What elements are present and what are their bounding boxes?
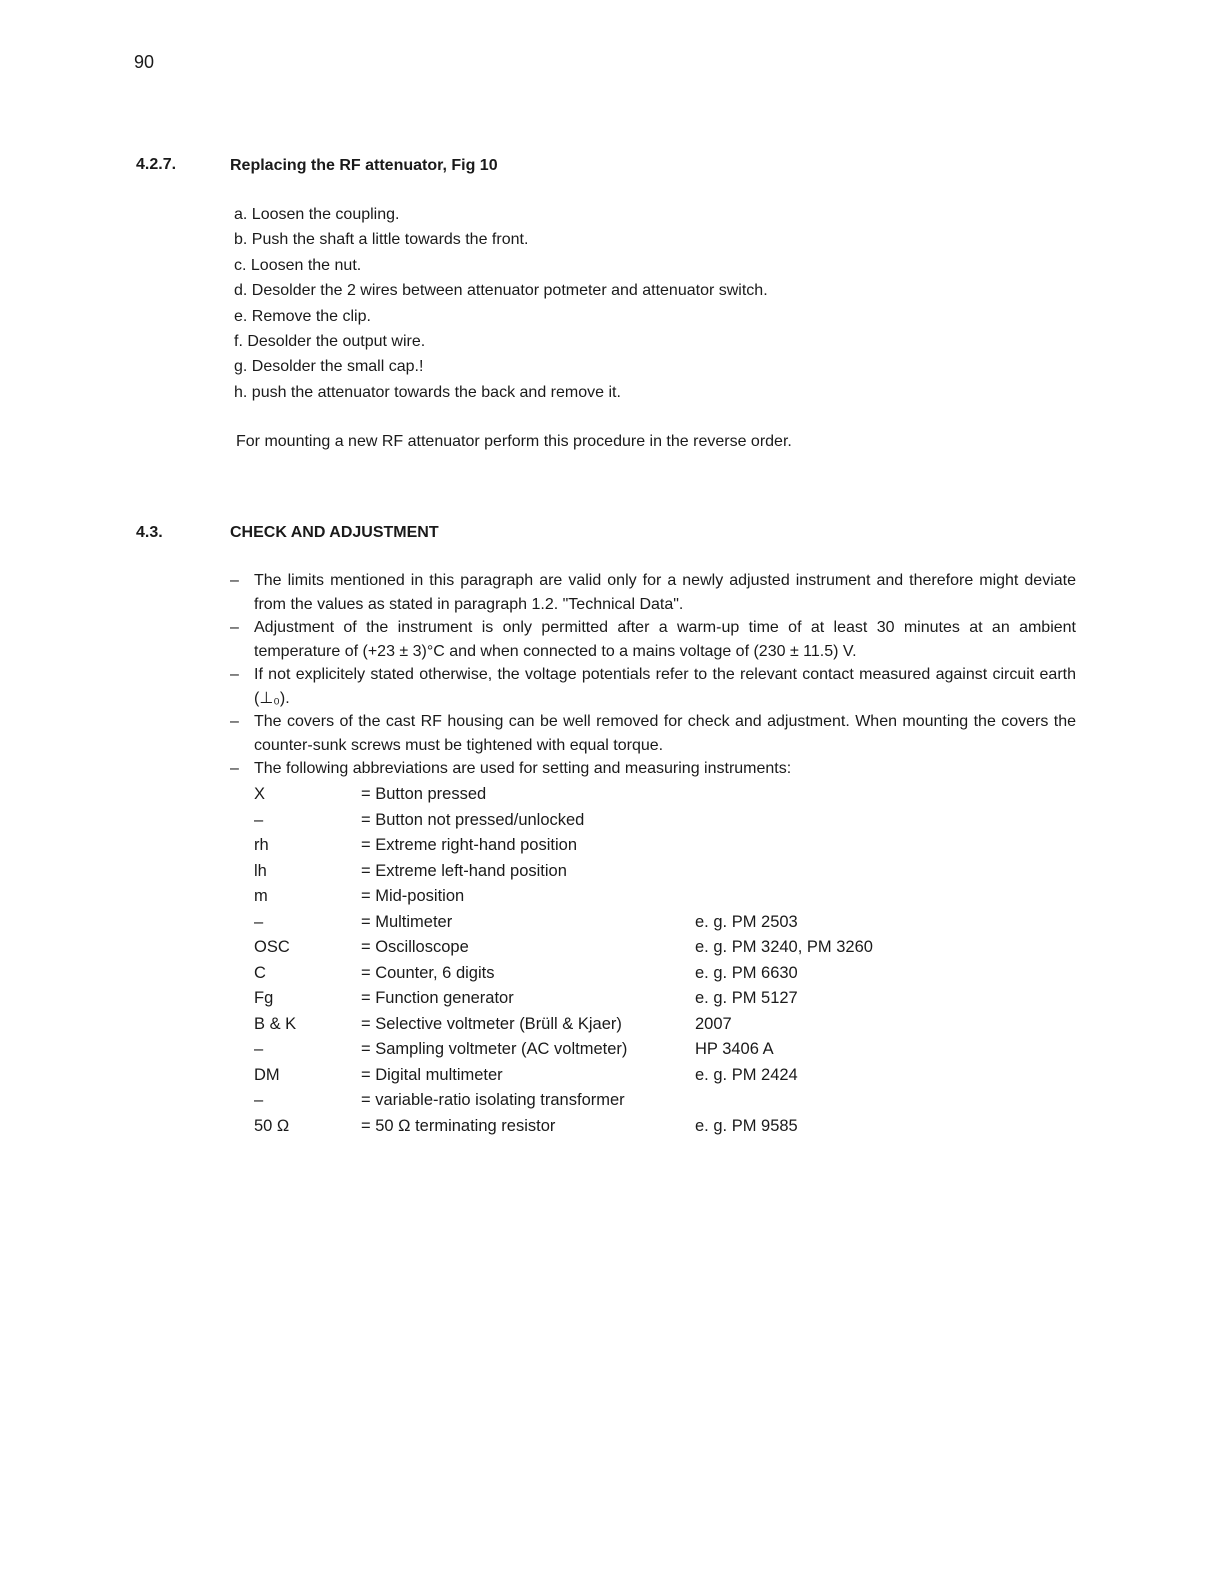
dash-marker: – bbox=[230, 619, 239, 636]
abbreviation-symbol: C bbox=[254, 963, 266, 982]
dash-marker: – bbox=[230, 713, 239, 730]
abbreviation-symbol: – bbox=[254, 1091, 264, 1109]
abbreviation-symbol: – bbox=[254, 810, 264, 829]
abbreviation-example: e. g. PM 9585 bbox=[695, 1116, 798, 1135]
abbreviation-description: = Sampling voltmeter (AC voltmeter) bbox=[361, 1040, 628, 1058]
abbreviation-description: = Extreme left-hand position bbox=[361, 861, 567, 880]
bullet-text: The limits mentioned in this paragraph are valid only for a newly adjusted instrument and therefore might deviate from the values as stated in paragraph 1.2. "Technical Data". bbox=[254, 572, 1076, 613]
abbreviation-symbol: Fg bbox=[254, 989, 274, 1007]
step-d: d. Desolder the 2 wires between attenuator potmeter and attenuator switch. bbox=[234, 282, 768, 300]
step-c: c. Loosen the nut. bbox=[234, 256, 362, 274]
abbreviation-description: = Multimeter bbox=[361, 912, 453, 931]
mounting-note: For mounting a new RF attenuator perform this procedure in the reverse order. bbox=[236, 433, 792, 450]
bullet-text: The following abbreviations are used for setting and measuring instruments: bbox=[254, 760, 792, 777]
step-e: e. Remove the clip. bbox=[234, 307, 371, 325]
bullet-item bbox=[230, 710, 1076, 757]
abbreviation-description: = Mid-position bbox=[361, 887, 465, 905]
abbreviation-example: e. g. PM 2503 bbox=[695, 912, 798, 931]
abbreviation-symbol: – bbox=[254, 1040, 264, 1058]
abbreviation-example: e. g. PM 5127 bbox=[695, 989, 798, 1007]
abbreviation-description: = 50 Ω terminating resistor bbox=[361, 1116, 556, 1135]
bullet-text: Adjustment of the instrument is only permitted after a warm-up time of at least 30 minutes at an ambient temperature of (+23 ± 3)°C and when connected to a mains voltage of (230 ± 11.5) V. bbox=[254, 619, 1076, 660]
section-number-4-3: 4.3. bbox=[136, 524, 163, 541]
section-title-4-3: CHECK AND ADJUSTMENT bbox=[230, 524, 439, 541]
procedure-steps bbox=[234, 204, 768, 407]
dash-marker: – bbox=[230, 760, 239, 777]
bullet-item bbox=[230, 616, 1076, 663]
dash-marker: – bbox=[230, 572, 239, 589]
abbreviation-example: e. g. PM 3240, PM 3260 bbox=[695, 938, 873, 956]
dash-marker: – bbox=[230, 666, 239, 683]
abbreviation-description: = Digital multimeter bbox=[361, 1065, 503, 1084]
abbreviation-symbol: X bbox=[254, 785, 266, 803]
abbreviation-symbol: lh bbox=[254, 861, 267, 880]
step-g: g. Desolder the small cap.! bbox=[234, 358, 424, 376]
bullet-item bbox=[230, 757, 1076, 781]
abbreviation-symbol: m bbox=[254, 887, 268, 905]
step-h: h. push the attenuator towards the back and remove it. bbox=[234, 383, 621, 401]
bullet-text: The covers of the cast RF housing can be well removed for check and adjustment. When mounting the covers the counter-sunk screws must be tightened with equal torque. bbox=[254, 713, 1076, 754]
step-a: a. Loosen the coupling. bbox=[234, 206, 400, 223]
abbreviation-symbol: DM bbox=[254, 1065, 280, 1084]
bullet-text: If not explicitely stated otherwise, the voltage potentials refer to the relevant contact measured against circuit earth (⊥₀). bbox=[254, 666, 1076, 707]
abbreviation-example: e. g. PM 2424 bbox=[695, 1065, 798, 1084]
abbreviation-description: = Button not pressed/unlocked bbox=[361, 810, 585, 829]
section-number-4-2-7: 4.2.7. bbox=[136, 156, 177, 173]
abbreviation-description: = Selective voltmeter (Brüll & Kjaer) bbox=[361, 1014, 622, 1033]
abbreviation-symbol: 50 Ω bbox=[254, 1116, 290, 1135]
abbreviation-description: = Extreme right-hand position bbox=[361, 836, 577, 854]
step-b: b. Push the shaft a little towards the front. bbox=[234, 231, 529, 249]
abbreviation-symbol: B & K bbox=[254, 1014, 297, 1033]
abbreviation-description: = Button pressed bbox=[361, 785, 487, 803]
page-number: 90 bbox=[134, 52, 155, 72]
abbreviation-symbol: – bbox=[254, 912, 264, 931]
section-title-4-2-7: Replacing the RF attenuator, Fig 10 bbox=[230, 157, 498, 174]
abbreviation-example: 2007 bbox=[695, 1014, 732, 1033]
abbreviation-description: = Oscilloscope bbox=[361, 938, 469, 956]
bullet-item bbox=[230, 569, 1076, 616]
abbreviation-symbol: OSC bbox=[254, 938, 290, 956]
bullet-list bbox=[230, 569, 1076, 781]
bullet-item bbox=[230, 663, 1076, 710]
abbreviation-description: = Function generator bbox=[361, 989, 514, 1007]
abbreviation-example: e. g. PM 6630 bbox=[695, 963, 798, 982]
step-f: f. Desolder the output wire. bbox=[234, 332, 426, 350]
abbreviation-example: HP 3406 A bbox=[695, 1040, 774, 1058]
abbreviation-symbol: rh bbox=[254, 836, 269, 854]
abbreviation-description: = Counter, 6 digits bbox=[361, 963, 495, 982]
abbreviation-description: = variable-ratio isolating transformer bbox=[361, 1091, 625, 1109]
